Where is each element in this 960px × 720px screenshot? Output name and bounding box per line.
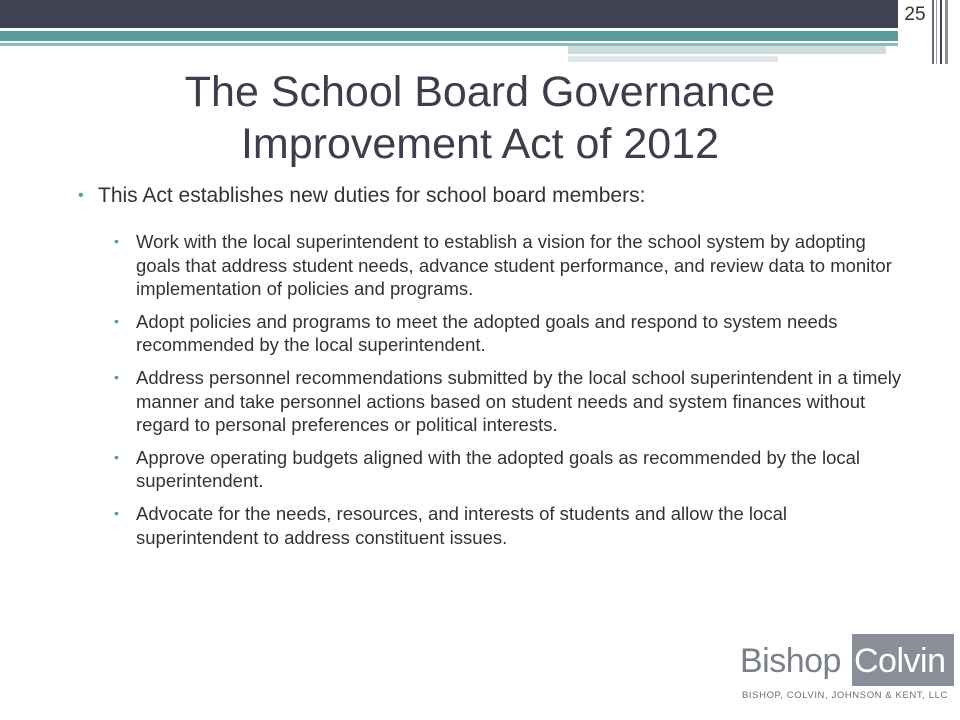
- decorative-line: [940, 0, 942, 64]
- decorative-line: [945, 0, 948, 64]
- bullet-icon: •: [78, 187, 84, 204]
- decorative-line: [936, 0, 937, 64]
- bullet-icon: •: [114, 504, 119, 521]
- list-item: [114, 366, 904, 437]
- header-light-bar-small: [568, 56, 778, 62]
- duty-text: Address personnel recommendations submitted by the local school superintendent in a timely manner and take personnel actions based on student needs and system finances without regard to personal preferences or political interests.: [136, 366, 902, 436]
- list-item: [114, 446, 904, 493]
- bullet-icon: •: [114, 233, 119, 249]
- bullet-icon: •: [114, 368, 119, 385]
- title-line-1: The School Board Governance: [184, 68, 776, 116]
- header-light-bar: [568, 46, 886, 54]
- duty-text: Adopt policies and programs to meet the adopted goals and respond to system needs recommended by the local superintendent.: [136, 310, 838, 356]
- logo-subtitle: BISHOP, COLVIN, JOHNSON & KENT, LLC: [742, 690, 948, 701]
- bullet-icon: •: [114, 448, 119, 465]
- logo-word-colvin: Colvin: [854, 642, 946, 680]
- header-teal-bar: [0, 31, 905, 41]
- list-item: [114, 310, 904, 357]
- duty-text: Approve operating budgets aligned with the adopted goals as recommended by the local superintendent.: [136, 446, 861, 492]
- logo-word-bishop: Bishop: [740, 642, 841, 680]
- slide-title: [90, 66, 870, 170]
- company-logo: [740, 634, 954, 686]
- decorative-line: [932, 0, 934, 64]
- duties-list: [114, 230, 904, 558]
- list-item: [114, 230, 904, 301]
- slide-number: 25: [904, 4, 926, 25]
- duty-text: Advocate for the needs, resources, and interests of students and allow the local superintendent to address constituent issues.: [136, 502, 787, 548]
- list-item: [114, 502, 904, 549]
- intro-text: This Act establishes new duties for school board members:: [98, 184, 646, 207]
- duty-text: Work with the local superintendent to establish a vision for the school system by adopting goals that address student needs, advance student performance, and review data to monitor implementation of policies and programs.: [136, 231, 892, 300]
- header-dark-bar: [0, 0, 898, 28]
- bullet-icon: •: [114, 312, 119, 329]
- title-line-2: Improvement Act of 2012: [240, 120, 720, 168]
